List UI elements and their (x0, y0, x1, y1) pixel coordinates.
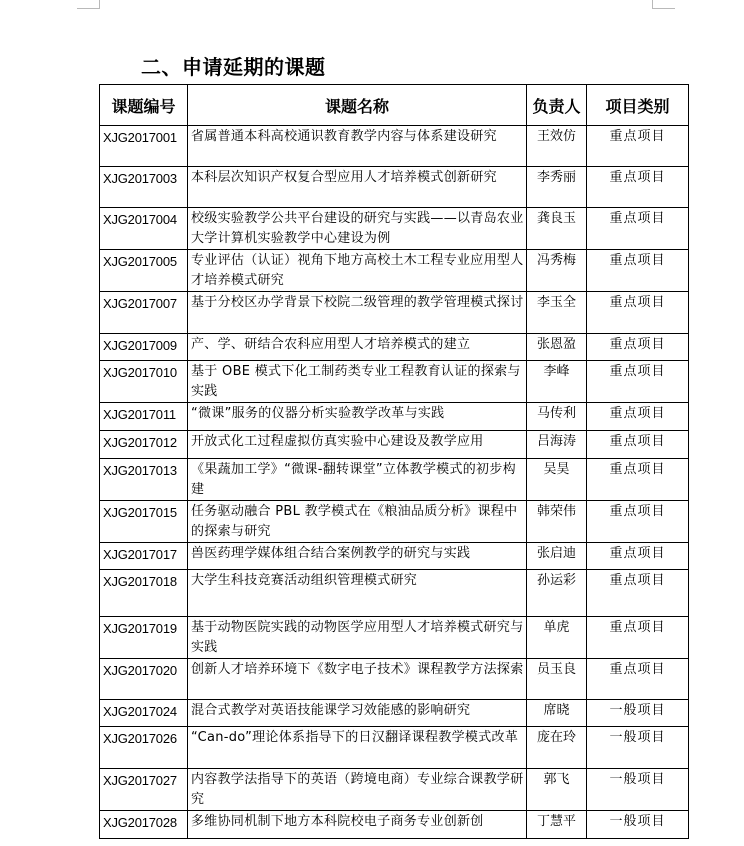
cell-person: 吕海涛 (527, 431, 587, 459)
table-row (100, 501, 689, 543)
cell-category: 重点项目 (587, 250, 689, 292)
cell-name: 任务驱动融合 PBL 教学模式在《粮油品质分析》课程中的探索与研究 (188, 501, 527, 543)
cell-code: XJG2017017 (100, 543, 188, 570)
cell-category: 重点项目 (587, 403, 689, 431)
table-row (100, 811, 689, 839)
table-row (100, 543, 689, 570)
table-row (100, 361, 689, 403)
cell-category: 重点项目 (587, 334, 689, 361)
cell-category: 重点项目 (587, 459, 689, 501)
cell-name: 基于 OBE 模式下化工制药类专业工程教育认证的探索与实践 (188, 361, 527, 403)
cell-person: 孙运彩 (527, 570, 587, 617)
table-row (100, 459, 689, 501)
cell-person: 王效仿 (527, 126, 587, 167)
header-person: 负责人 (527, 85, 587, 126)
cell-person: 员玉良 (527, 659, 587, 700)
cell-category: 重点项目 (587, 431, 689, 459)
cell-name: “微课”服务的仪器分析实验教学改革与实践 (188, 403, 527, 431)
cell-name: 《果蔬加工学》“微课-翻转课堂”立体教学模式的初步构建 (188, 459, 527, 501)
cell-category: 重点项目 (587, 543, 689, 570)
cell-code: XJG2017013 (100, 459, 188, 501)
cell-code: XJG2017007 (100, 292, 188, 334)
table-row (100, 334, 689, 361)
cell-person: 席晓 (527, 700, 587, 727)
cell-name: 本科层次知识产权复合型应用人才培养模式创新研究 (188, 167, 527, 208)
table-row (100, 292, 689, 334)
cell-person: 张恩盈 (527, 334, 587, 361)
table-header-row (100, 85, 689, 126)
cell-person: 马传利 (527, 403, 587, 431)
margin-corner-mark-right (652, 0, 675, 9)
cell-name: “Can-do”理论体系指导下的日汉翻译课程教学模式改革 (188, 727, 527, 769)
cell-code: XJG2017018 (100, 570, 188, 617)
cell-name: 内容教学法指导下的英语（跨境电商）专业综合课教学研究 (188, 769, 527, 811)
cell-code: XJG2017005 (100, 250, 188, 292)
table-row (100, 431, 689, 459)
cell-category: 重点项目 (587, 208, 689, 250)
cell-person: 吴昊 (527, 459, 587, 501)
cell-category: 重点项目 (587, 292, 689, 334)
cell-person: 冯秀梅 (527, 250, 587, 292)
table-row (100, 659, 689, 700)
table-row (100, 727, 689, 769)
cell-code: XJG2017028 (100, 811, 188, 839)
cell-category: 重点项目 (587, 617, 689, 659)
cell-code: XJG2017010 (100, 361, 188, 403)
header-name: 课题名称 (188, 85, 527, 126)
cell-code: XJG2017012 (100, 431, 188, 459)
cell-category: 一般项目 (587, 811, 689, 839)
table-row (100, 617, 689, 659)
cell-code: XJG2017001 (100, 126, 188, 167)
section-title: 二、申请延期的课题 (141, 55, 326, 79)
cell-name: 大学生科技竞赛活动组织管理模式研究 (188, 570, 527, 617)
table-row (100, 126, 689, 167)
cell-name: 多维协同机制下地方本科院校电子商务专业创新创 (188, 811, 527, 839)
cell-category: 重点项目 (587, 570, 689, 617)
cell-category: 重点项目 (587, 167, 689, 208)
cell-name: 省属普通本科高校通识教育教学内容与体系建设研究 (188, 126, 527, 167)
cell-name: 创新人才培养环境下《数字电子技术》课程教学方法探索 (188, 659, 527, 700)
cell-name: 开放式化工过程虚拟仿真实验中心建设及教学应用 (188, 431, 527, 459)
cell-category: 重点项目 (587, 501, 689, 543)
cell-name: 校级实验教学公共平台建设的研究与实践——以青岛农业大学计算机实验教学中心建设为例 (188, 208, 527, 250)
cell-code: XJG2017004 (100, 208, 188, 250)
cell-person: 郭飞 (527, 769, 587, 811)
cell-category: 重点项目 (587, 361, 689, 403)
cell-name: 混合式教学对英语技能课学习效能感的影响研究 (188, 700, 527, 727)
cell-person: 龚良玉 (527, 208, 587, 250)
cell-name: 兽医药理学媒体组合结合案例教学的研究与实践 (188, 543, 527, 570)
cell-name: 专业评估（认证）视角下地方高校土木工程专业应用型人才培养模式研究 (188, 250, 527, 292)
cell-category: 一般项目 (587, 727, 689, 769)
table-row (100, 167, 689, 208)
cell-code: XJG2017026 (100, 727, 188, 769)
cell-person: 丁慧平 (527, 811, 587, 839)
cell-category: 重点项目 (587, 126, 689, 167)
cell-code: XJG2017015 (100, 501, 188, 543)
cell-person: 张启迪 (527, 543, 587, 570)
table-row (100, 208, 689, 250)
cell-person: 韩荣伟 (527, 501, 587, 543)
cell-person: 李玉全 (527, 292, 587, 334)
cell-person: 李秀丽 (527, 167, 587, 208)
cell-category: 一般项目 (587, 769, 689, 811)
header-code: 课题编号 (100, 85, 188, 126)
cell-person: 庞在玲 (527, 727, 587, 769)
margin-corner-mark-left (77, 0, 100, 9)
table-body (100, 126, 689, 839)
cell-code: XJG2017024 (100, 700, 188, 727)
cell-person: 李峰 (527, 361, 587, 403)
table-row (100, 769, 689, 811)
cell-category: 一般项目 (587, 700, 689, 727)
cell-category: 重点项目 (587, 659, 689, 700)
projects-table (99, 84, 689, 839)
cell-code: XJG2017003 (100, 167, 188, 208)
cell-code: XJG2017009 (100, 334, 188, 361)
header-category: 项目类别 (587, 85, 689, 126)
cell-name: 基于动物医院实践的动物医学应用型人才培养模式研究与实践 (188, 617, 527, 659)
table-row (100, 570, 689, 617)
table-row (100, 403, 689, 431)
cell-code: XJG2017020 (100, 659, 188, 700)
cell-code: XJG2017019 (100, 617, 188, 659)
cell-name: 基于分校区办学背景下校院二级管理的教学管理模式探讨 (188, 292, 527, 334)
table-row (100, 250, 689, 292)
cell-name: 产、学、研结合农科应用型人才培养模式的建立 (188, 334, 527, 361)
table-row (100, 700, 689, 727)
cell-code: XJG2017027 (100, 769, 188, 811)
cell-code: XJG2017011 (100, 403, 188, 431)
cell-person: 单虎 (527, 617, 587, 659)
